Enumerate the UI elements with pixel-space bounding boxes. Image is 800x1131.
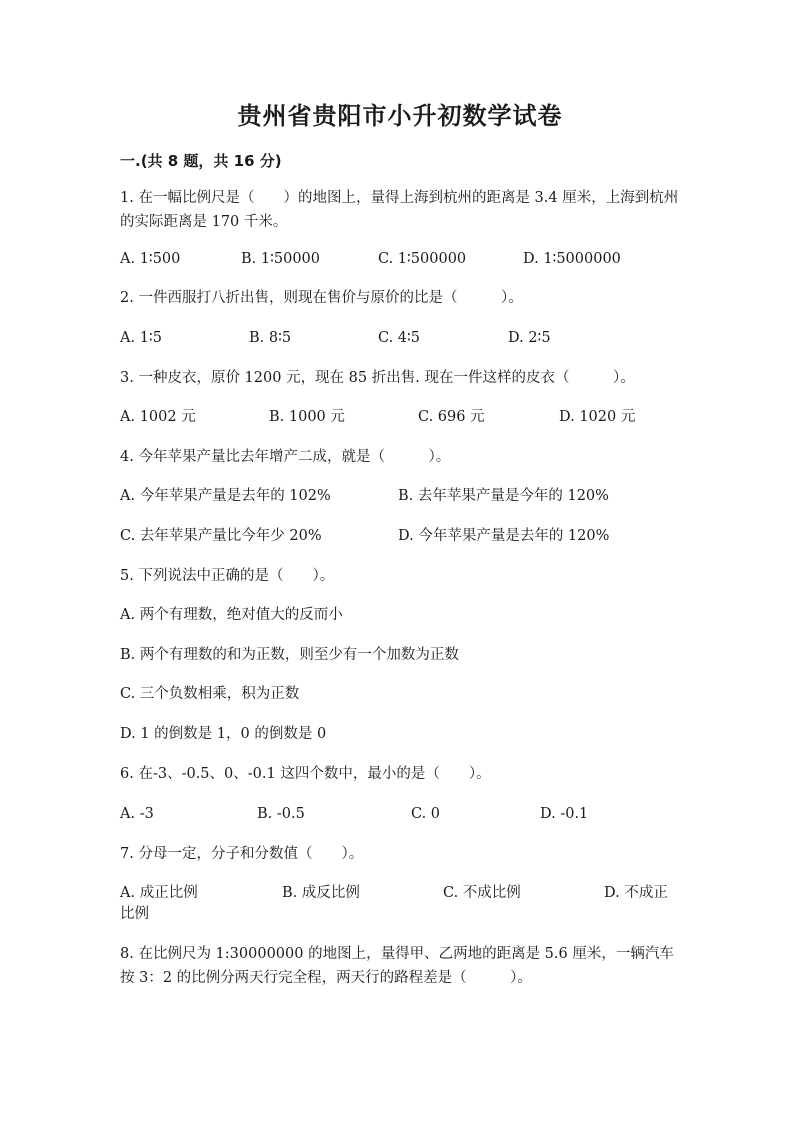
- q3-option-a: A. 1002 元: [120, 409, 196, 425]
- q4-option-b: B. 去年苹果产量是今年的 120%: [398, 488, 609, 504]
- q5-option-b: B. 两个有理数的和为正数，则至少有一个加数为正数: [120, 647, 459, 663]
- question-2: 2. 一件西服打八折出售，则现在售价与原价的比是（ ）。: [120, 290, 523, 306]
- q1-option-a: A. 1∶500: [120, 251, 181, 267]
- page-title: 贵州省贵阳市小升初数学试卷: [237, 102, 563, 130]
- q4-option-d: D. 今年苹果产量是去年的 120%: [398, 528, 610, 544]
- q5-option-a: A. 两个有理数，绝对值大的反而小: [120, 607, 343, 623]
- q3-option-b: B. 1000 元: [269, 409, 345, 425]
- q7-option-c: C. 不成比例: [443, 885, 521, 901]
- q5-option-d: D. 1 的倒数是 1，0 的倒数是 0: [120, 726, 327, 742]
- question-8: 8. 在比例尺为 1:30000000 的地图上，量得甲、乙两地的距离是 5.6 厘米，一辆汽车按 3：2 的比例分两天行完全程，两天行的路程差是（ ）。: [120, 946, 674, 986]
- q3-option-d: D. 1020 元: [559, 409, 636, 425]
- q2-option-d: D. 2∶5: [508, 330, 551, 346]
- q6-option-b: B. -0.5: [257, 806, 305, 822]
- question-5: 5. 下列说法中正确的是（ ）。: [120, 568, 335, 584]
- q7-option-b: B. 成反比例: [282, 885, 360, 901]
- q7-option-d: D. 不成正比例: [120, 885, 668, 922]
- q4-option-a: A. 今年苹果产量是去年的 102%: [120, 488, 331, 504]
- q1-option-d: D. 1∶5000000: [523, 251, 621, 267]
- q2-option-a: A. 1∶5: [120, 330, 162, 346]
- q2-option-b: B. 8∶5: [249, 330, 292, 346]
- question-6: 6. 在-3、-0.5、0、-0.1 这四个数中，最小的是（ ）。: [120, 766, 491, 782]
- q4-option-c: C. 去年苹果产量比今年少 20%: [120, 528, 322, 544]
- q2-option-c: C. 4∶5: [378, 330, 421, 346]
- q1-option-b: B. 1∶50000: [241, 251, 320, 267]
- q3-option-c: C. 696 元: [418, 409, 485, 425]
- question-1: 1. 在一幅比例尺是（ ）的地图上，量得上海到杭州的距离是 3.4 厘米，上海到杭州的实际距离是 170 千米。: [120, 190, 679, 230]
- q5-option-c: C. 三个负数相乘，积为正数: [120, 686, 300, 702]
- question-7: 7. 分母一定，分子和分数值（ ）。: [120, 846, 364, 862]
- section-heading: 一.(共 8 题，共 16 分): [120, 152, 282, 170]
- q6-option-c: C. 0: [411, 806, 441, 822]
- q7-option-a: A. 成正比例: [120, 885, 198, 901]
- question-3: 3. 一种皮衣，原价 1200 元，现在 85 折出售. 现在一件这样的皮衣（ ）。: [120, 370, 635, 386]
- q6-option-a: A. -3: [120, 806, 154, 822]
- question-4: 4. 今年苹果产量比去年增产二成，就是（ ）。: [120, 449, 451, 465]
- q1-option-c: C. 1∶500000: [378, 251, 467, 267]
- q6-option-d: D. -0.1: [540, 806, 589, 822]
